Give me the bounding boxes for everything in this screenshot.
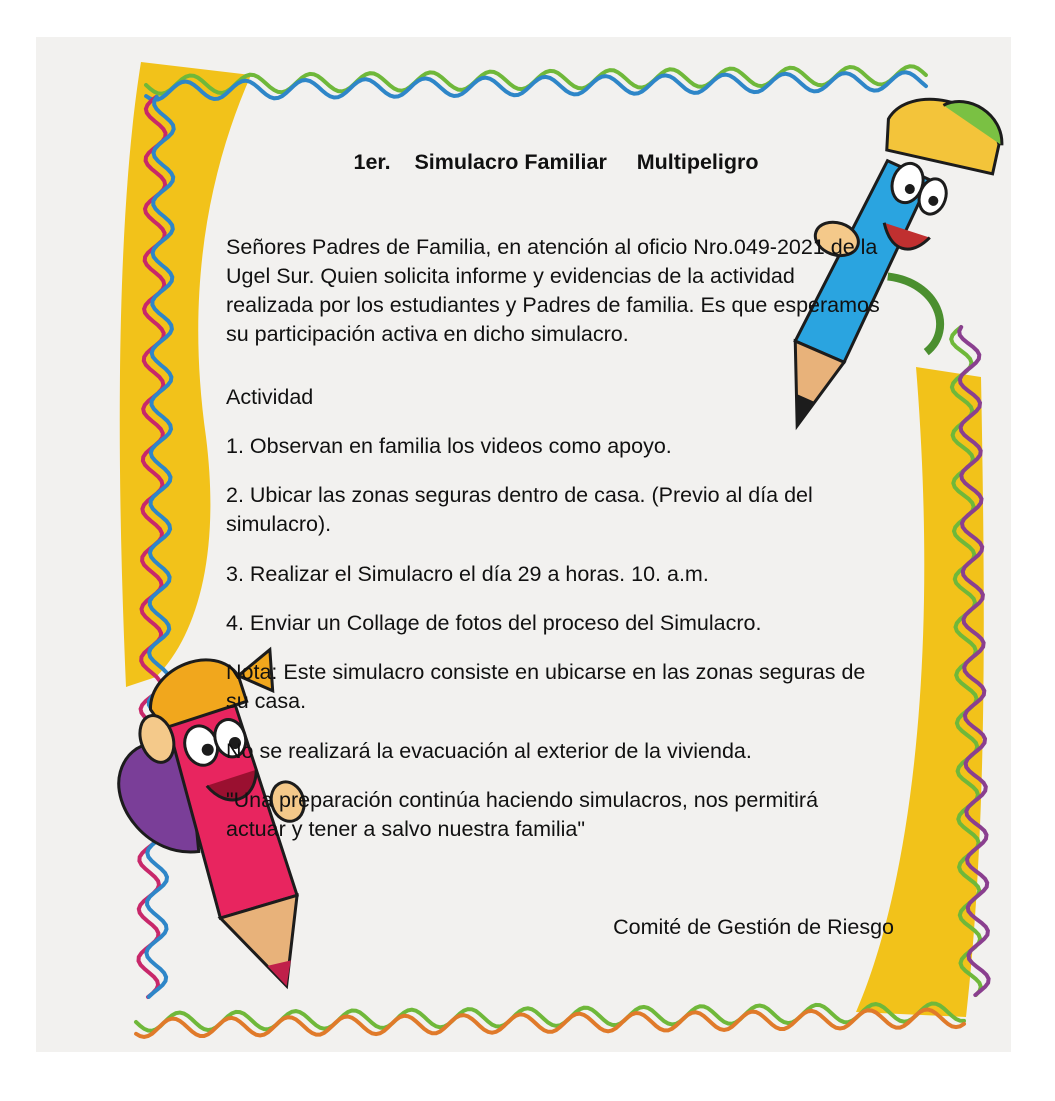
- wave-top-blue: [146, 72, 926, 100]
- step-2: 2. Ubicar las zonas seguras dentro de casa. (Previo al día del simulacro).: [226, 483, 813, 536]
- intro-paragraph: Señores Padres de Familia, en atención al oficio Nro.049-2021 de la Ugel Sur. Quien solicita informe y evidencias de la actividad realizada por los estudiantes y Padres de familia. Es que esperamos su participación activa en dicho simulacro.: [226, 235, 880, 346]
- quote-paragraph: "Una preparación continúa haciendo simulacros, nos permitirá actuar y tener a salvo nuestra familia": [226, 788, 819, 841]
- notice-sheet: [36, 37, 1011, 1052]
- no-evacuation-paragraph: No se realizará la evacuación al exterior de la vivienda.: [226, 739, 752, 763]
- activity-heading: Actividad: [226, 385, 314, 409]
- notice-title: 1er. Simulacro Familiar Multipeligro: [353, 150, 759, 174]
- signature: Comité de Gestión de Riesgo: [613, 915, 894, 939]
- step-3: 3. Realizar el Simulacro el día 29 a horas. 10. a.m.: [226, 562, 709, 586]
- step-4: 4. Enviar un Collage de fotos del proceso del Simulacro.: [226, 611, 762, 635]
- note-paragraph: Nota: Este simulacro consiste en ubicarse en las zonas seguras de su casa.: [226, 660, 866, 713]
- decorative-frame: [36, 37, 1011, 1052]
- step-1: 1. Observan en familia los videos como apoyo.: [226, 434, 672, 458]
